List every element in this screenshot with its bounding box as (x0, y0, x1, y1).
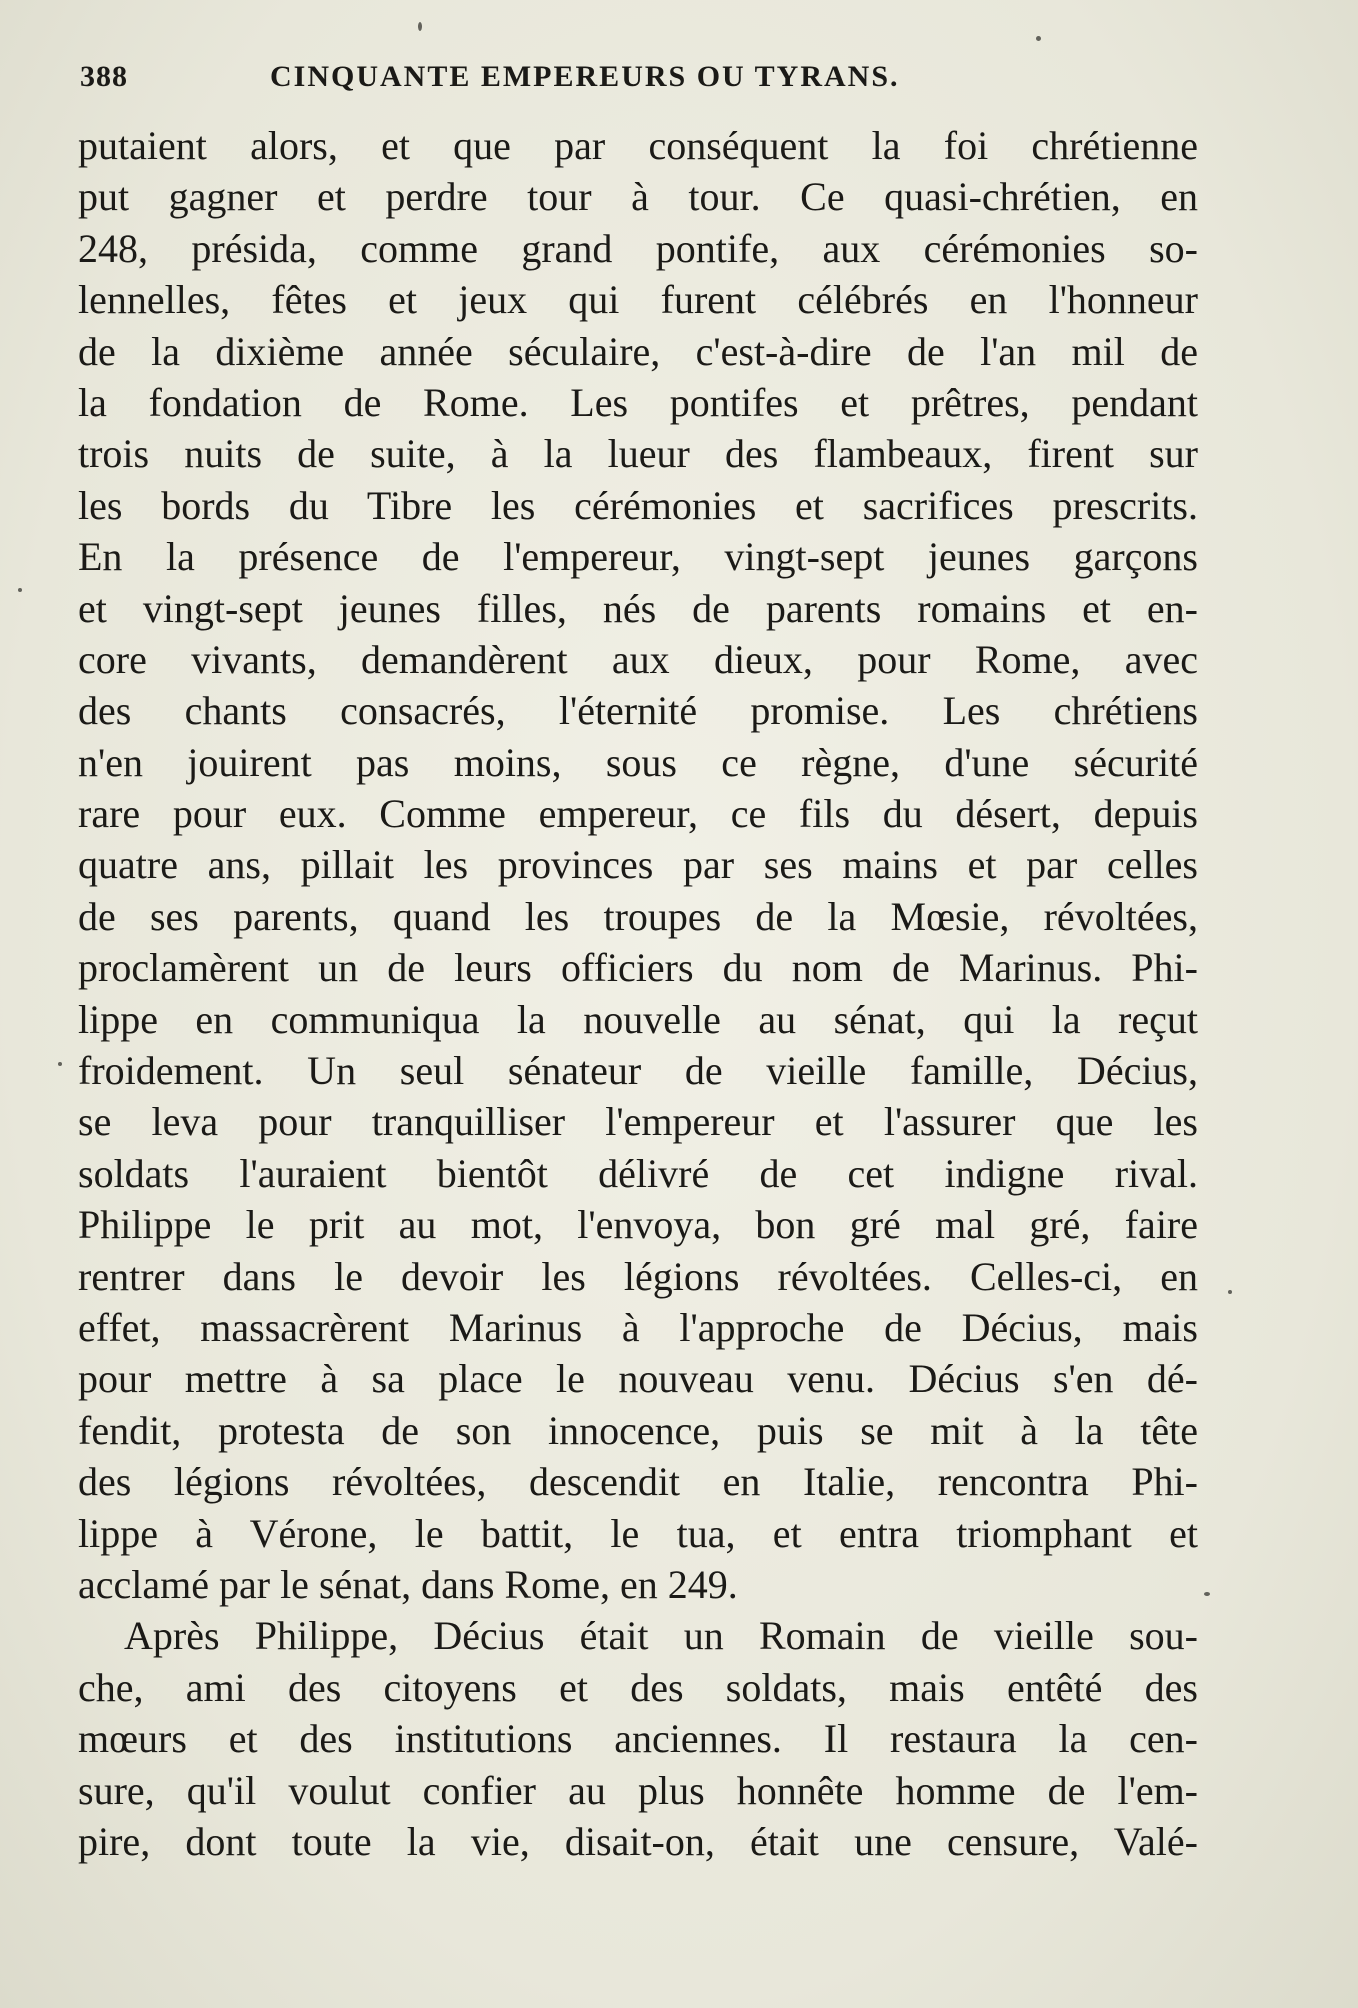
text-line: Philippe le prit au mot, l'envoya, bon gré mal gré, faire (78, 1202, 1198, 1248)
text-line: et vingt-sept jeunes filles, nés de parents romains et en- (78, 585, 1198, 631)
text-line: soldats l'auraient bientôt délivré de cet indigne rival. (78, 1150, 1198, 1196)
text-line: che, ami des citoyens et des soldats, mais entêté des (78, 1664, 1198, 1710)
text-line: Après Philippe, Décius était un Romain de vieille sou- (124, 1613, 1198, 1659)
text-line: la fondation de Rome. Les pontifes et prêtres, pendant (78, 379, 1198, 425)
text-line: acclamé par le sénat, dans Rome, en 249. (78, 1561, 738, 1607)
text-line: rare pour eux. Comme empereur, ce fils du désert, depuis (78, 791, 1198, 837)
paragraph-1 (78, 120, 1198, 1610)
print-speck (58, 1062, 62, 1066)
page-content (78, 52, 1198, 1867)
text-line: trois nuits de suite, à la lueur des flambeaux, firent sur (78, 431, 1198, 477)
print-speck (1228, 1290, 1232, 1294)
text-line: se leva pour tranquilliser l'empereur et l'assurer que les (78, 1099, 1198, 1145)
text-line: put gagner et perdre tour à tour. Ce quasi-chrétien, en (78, 174, 1198, 220)
text-line: core vivants, demandèrent aux dieux, pour Rome, avec (78, 636, 1198, 682)
text-line: sure, qu'il voulut confier au plus honnête homme de l'em- (78, 1767, 1198, 1813)
text-line: effet, massacrèrent Marinus à l'approche de Décius, mais (78, 1304, 1198, 1350)
page-header (78, 52, 1198, 106)
text-line: lennelles, fêtes et jeux qui furent célébrés en l'honneur (78, 277, 1198, 323)
text-line: de la dixième année séculaire, c'est-à-dire de l'an mil de (78, 328, 1198, 374)
page-number: 388 (80, 60, 128, 93)
text-line: proclamèrent un de leurs officiers du nom de Marinus. Phi- (78, 945, 1198, 991)
text-line: de ses parents, quand les troupes de la Mœsie, révoltées, (78, 893, 1198, 939)
body-text (78, 120, 1198, 1867)
text-line: lippe en communiqua la nouvelle au sénat, qui la reçut (78, 996, 1198, 1042)
print-speck (1204, 1592, 1210, 1596)
text-line: En la présence de l'empereur, vingt-sept jeunes garçons (78, 534, 1198, 580)
text-line: pire, dont toute la vie, disait-on, était une censure, Valé- (78, 1818, 1198, 1864)
text-line: pour mettre à sa place le nouveau venu. Décius s'en dé- (78, 1356, 1198, 1402)
text-line: rentrer dans le devoir les légions révoltées. Celles-ci, en (78, 1253, 1198, 1299)
paragraph-2 (78, 1610, 1198, 1867)
print-speck (18, 588, 22, 592)
text-line: putaient alors, et que par conséquent la foi chrétienne (78, 123, 1198, 168)
text-line: des légions révoltées, descendit en Italie, rencontra Phi- (78, 1459, 1198, 1505)
text-line: mœurs et des institutions anciennes. Il restaura la cen- (78, 1716, 1198, 1762)
text-line: quatre ans, pillait les provinces par ses mains et par celles (78, 842, 1198, 888)
text-line: 248, présida, comme grand pontife, aux cérémonies so- (78, 225, 1198, 271)
print-speck (418, 22, 422, 31)
text-line: n'en jouirent pas moins, sous ce règne, d'une sécurité (78, 739, 1198, 785)
text-line: lippe à Vérone, le battit, le tua, et entra triomphant et (78, 1510, 1198, 1556)
text-line: fendit, protesta de son innocence, puis se mit à la tête (78, 1407, 1198, 1453)
text-line: des chants consacrés, l'éternité promise. Les chrétiens (78, 688, 1198, 734)
text-line: les bords du Tibre les cérémonies et sacrifices prescrits. (78, 482, 1198, 528)
running-title: CINQUANTE EMPEREURS OU TYRANS. (270, 60, 900, 93)
print-speck (1036, 36, 1041, 41)
text-line: froidement. Un seul sénateur de vieille famille, Décius, (78, 1048, 1198, 1094)
